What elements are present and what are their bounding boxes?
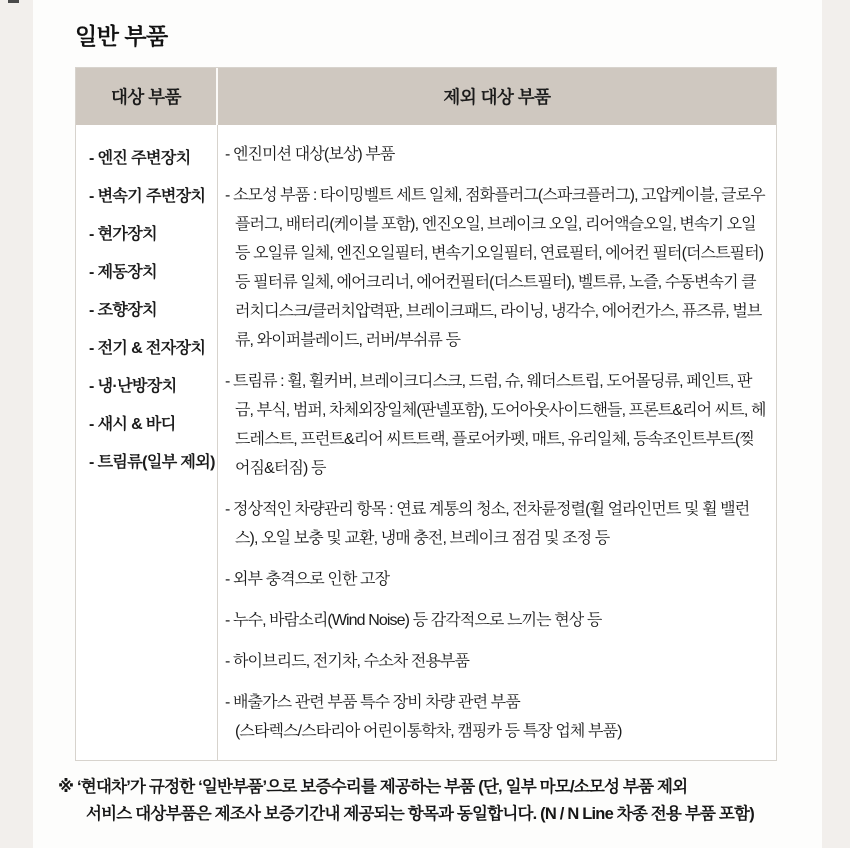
excluded-part-item <box>225 606 766 635</box>
excluded-part-line: - 정상적인 차량관리 항목 : 연료 계통의 청소, 전차륜정렬(휠 얼라인먼트 및 휠 밸런스), 오일 보충 및 교환, 냉매 충전, 브레이크 점검 및 조정 등 <box>225 501 750 547</box>
target-part-item: - 조향장치 <box>89 302 157 319</box>
target-part-item: - 새시 & 바디 <box>89 416 176 433</box>
column-header-excluded-parts: 제외 대상 부품 <box>443 87 551 107</box>
target-part-item: - 엔진 주변장치 <box>89 150 191 167</box>
target-part-item: - 제동장치 <box>89 264 157 281</box>
excluded-part-item <box>225 647 766 676</box>
footer-note <box>58 774 820 828</box>
excluded-part-line: - 소모성 부품 : 타이밍벨트 세트 일체, 점화플러그(스파크플러그), 고압케이블, 글로우플러그, 배터리(케이블 포함), 엔진오일, 브레이크 오일, 리어액슬오일, 변속기 오일 등 오일류 일체, 엔진오일필터, 변속기오일필터, 연료필터, 에어컨 필터(더스트필터) 등 필터류 일체, 에어크리너, 에어컨필터(더스트필터), 벨트류, 노즐, 수동변속기 클러치디스크/클러치압력판, 브레이크패드, 라이닝, 냉각수, 에어컨가스, 퓨즈류, 벌브류, 와이퍼블레이드, 러버/부쉬류 등 <box>225 187 765 349</box>
excluded-part-item <box>225 181 766 355</box>
page-title: 일반 부품 <box>75 23 168 49</box>
column-header-target-parts: 대상 부품 <box>76 68 218 125</box>
excluded-parts-list <box>218 125 776 760</box>
excluded-part-line: - 트림류 : 휠, 휠커버, 브레이크디스크, 드럼, 슈, 웨더스트립, 도어몰딩류, 페인트, 판금, 부식, 범퍼, 차체외장일체(판넬포함), 도어아웃사이드핸들, 프론트&리어 씨트, 헤드레스트, 프런트&리어 씨트트랙, 플로어카펫, 매트, 유리일체, 등속조인트부트(찢어짐&터짐) 등 <box>225 373 766 477</box>
target-part-item: - 전기 & 전자장치 <box>89 340 206 357</box>
excluded-part-line: - 엔진미션 대상(보상) 부품 <box>225 146 395 163</box>
target-part-item: - 트림류(일부 제외) <box>89 454 215 471</box>
excluded-part-line: - 누수, 바람소리(Wind Noise) 등 감각적으로 느끼는 현상 등 <box>225 612 602 629</box>
excluded-part-item <box>225 140 766 169</box>
table-body-row <box>76 125 776 760</box>
target-part-item: - 변속기 주변장치 <box>89 188 206 205</box>
excluded-part-line: (스타렉스/스타리아 어린이통학차, 캠핑카 등 특장 업체 부품) <box>235 723 622 740</box>
target-part-item: - 현가장치 <box>89 226 157 243</box>
excluded-part-item <box>225 688 766 746</box>
excluded-part-item <box>225 495 766 553</box>
target-parts-list <box>76 125 218 760</box>
table-header-row <box>76 68 776 125</box>
excluded-part-item <box>225 565 766 594</box>
parts-table <box>75 67 777 761</box>
excluded-part-line: - 하이브리드, 전기차, 수소차 전용부품 <box>225 653 470 670</box>
excluded-part-item <box>225 367 766 483</box>
footer-note-line1: ※ ‘현대차’가 규정한 ‘일반부품’으로 보증수리를 제공하는 부품 (단, 일부 마모/소모성 부품 제외 <box>58 778 688 796</box>
excluded-part-line: - 외부 충격으로 인한 고장 <box>225 571 390 588</box>
excluded-part-line: - 배출가스 관련 부품 특수 장비 차량 관련 부품 <box>225 694 520 711</box>
footer-note-line2: 서비스 대상부품은 제조사 보증기간내 제공되는 항목과 동일합니다. (N / N Line 차종 전용 부품 포함) <box>86 805 754 823</box>
target-part-item: - 냉·난방장치 <box>89 378 177 395</box>
